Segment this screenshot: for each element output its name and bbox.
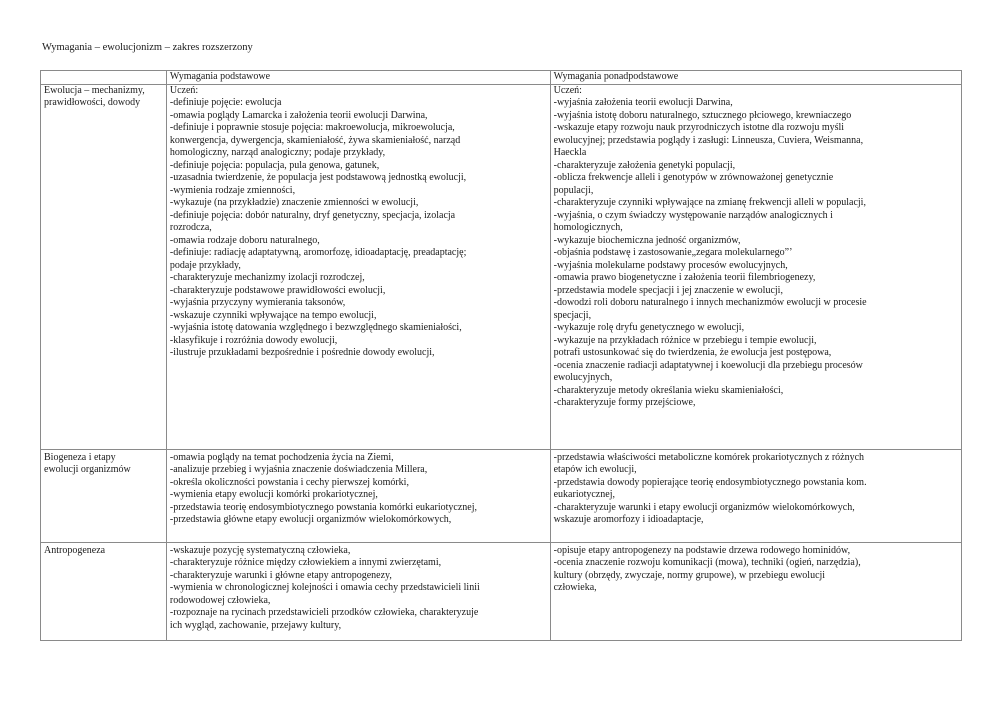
text-line: -charakteryzuje metody określania wieku skamieniałości, xyxy=(553,384,784,396)
header-cell-basic: Wymagania podstawowe xyxy=(166,71,550,85)
text-line: Antropogeneza xyxy=(44,544,106,556)
text-line: -omawia poglądy na temat pochodzenia życia na Ziemi, xyxy=(169,451,394,463)
text-line: -wymienia etapy ewolucji komórki prokariotycznej, xyxy=(169,489,378,500)
text-line: -klasyfikuje i rozróżnia dowody ewolucji, xyxy=(169,334,338,346)
text-line: -przedstawia teorię endosymbiotycznego powstania komórki eukariotycznej, xyxy=(169,501,477,513)
text-line: -charakteryzuje różnice między człowiekiem a innymi zwierzętami, xyxy=(169,557,442,568)
text-line: homologiczny, narząd analogiczny; podaje przykłady, xyxy=(169,147,386,158)
text-line: -definiuje i poprawnie stosuje pojęcia: makroewolucja, mikroewolucja, xyxy=(169,122,455,133)
text-line: wskazuje aromorfozy i idioadaptacje, xyxy=(553,514,704,525)
table-header-row xyxy=(41,71,962,85)
text-line: -wyjaśnia istotę doboru naturalnego, sztucznego płciowego, krewniaczego xyxy=(553,109,852,121)
text-line: kultury (obrzędy, zwyczaje, normy grupowe), w przebiegu ewolucji xyxy=(553,569,826,581)
text-line: Biogeneza i etapy xyxy=(44,451,116,463)
header-cell-topic xyxy=(41,71,167,85)
text-line: -wymienia w chronologicznej kolejności i omawia cechy przedstawicieli linii xyxy=(169,582,480,593)
text-line: -charakteryzuje warunki i etapy ewolucji organizmów wielokomórkowych, xyxy=(553,501,855,513)
basic-requirements-cell xyxy=(166,84,550,449)
text-line: -przedstawia dowody popierające teorię endosymbiotycznego powstania kom. xyxy=(553,476,867,488)
advanced-requirements-cell xyxy=(550,84,961,449)
table-row xyxy=(41,449,962,542)
text-line: -charakteryzuje formy przejściowe, xyxy=(553,397,696,408)
text-line: Haeckla xyxy=(553,147,587,158)
text-line: -wyjaśnia, o czym świadczy występowanie narządów analogicznych i xyxy=(553,209,833,221)
text-line: -wykazuje na przykładach różnice w przebiegu i tempie ewolucji, xyxy=(553,334,817,346)
text-line: -definiuje pojęcie: ewolucja xyxy=(169,97,282,108)
text-line: -omawia poglądy Lamarcka i założenia teorii ewolucji Darwina, xyxy=(169,109,428,121)
text-line: ewolucyjnych, xyxy=(553,372,613,383)
header-cell-advanced: Wymagania ponadpodstawowe xyxy=(550,71,961,85)
text-line: człowieka, xyxy=(553,582,597,593)
text-line: -omawia rodzaje doboru naturalnego, xyxy=(169,234,320,246)
text-line: ich wygląd, zachowanie, przejawy kultury, xyxy=(169,619,342,631)
text-line: -ocenia znaczenie rozwoju komunikacji (mowa), techniki (ogień, narzędzia), xyxy=(553,557,861,568)
text-line: ewolucyjnej; przedstawia poglądy i zasługi: Linneusza, Cuviera, Weismanna, xyxy=(553,134,864,146)
advanced-requirements-cell xyxy=(550,449,961,542)
text-line: -wyjaśnia założenia teorii ewolucji Darwina, xyxy=(553,97,733,108)
text-line: -charakteryzuje podstawowe prawidłowości ewolucji, xyxy=(169,284,386,296)
text-line: potrafi ustosunkować się do twierdzenia, że ewolucja jest postępowa, xyxy=(553,347,832,358)
text-line: -przedstawia właściwości metaboliczne komórek prokariotycznych z różnych xyxy=(553,451,865,463)
text-line: -charakteryzuje warunki i główne etapy antropogenezy, xyxy=(169,569,392,581)
basic-requirements-cell xyxy=(166,449,550,542)
text-line: populacji, xyxy=(553,184,594,196)
text-line: Ewolucja – mechanizmy, xyxy=(44,84,145,96)
advanced-requirements-cell xyxy=(550,542,961,640)
text-line: -definiuje: radiację adaptatywną, aromorfozę, idioadaptację, preadaptację; xyxy=(169,247,467,258)
topic-cell xyxy=(41,84,167,449)
text-line: -ilustruje przukładami bezpośrednie i pośrednie dowody ewolucji, xyxy=(169,347,435,358)
text-line: -wskazuje etapy rozwoju nauk przyrodniczych istotne dla rozwoju myśli xyxy=(553,122,845,133)
text-line: specjacji, xyxy=(553,309,592,321)
text-line: -objaśnia podstawę i zastosowanie„zegara molekularnego”’ xyxy=(553,247,793,258)
text-line: Uczeń: xyxy=(553,84,582,96)
text-line: -wymienia rodzaje zmienności, xyxy=(169,184,296,196)
topic-cell xyxy=(41,449,167,542)
text-line: rodowodowej człowieka, xyxy=(169,594,271,606)
text-line: -charakteryzuje czynniki wpływające na zmianę frekwencji alleli w populacji, xyxy=(553,197,866,208)
text-line: -wykazuje biochemiczna jedność organizmów, xyxy=(553,234,741,246)
text-line: -przedstawia główne etapy ewolucji organizmów wielokomórkowych, xyxy=(169,514,452,525)
text-line: -wykazuje (na przykładzie) znaczenie zmienności w ewolucji, xyxy=(169,197,419,208)
text-line: -opisuje etapy antropogenezy na podstawie drzewa rodowego hominidów, xyxy=(553,544,851,556)
text-line: rozrodcza, xyxy=(169,222,212,233)
text-line: podaje przykłady, xyxy=(169,259,241,271)
text-line: homologicznych, xyxy=(553,222,623,233)
text-line: -uzasadnia twierdzenie, że populacja jest podstawową jednostką ewolucji, xyxy=(169,172,467,183)
text-line: etapów ich ewolucji, xyxy=(553,464,637,475)
table-row xyxy=(41,542,962,640)
text-line: -określa okoliczności powstania i cechy pierwszej komórki, xyxy=(169,476,409,488)
text-line: -charakteryzuje mechanizmy izolacji rozrodczej, xyxy=(169,272,365,283)
text-line: -wykazuje rolę dryfu genetycznego w ewolucji, xyxy=(553,322,745,333)
text-line: -wskazuje pozycję systematyczną człowieka, xyxy=(169,544,351,556)
text-line: -dowodzi roli doboru naturalnego i innych mechanizmów ewolucji w procesie xyxy=(553,297,867,308)
topic-cell xyxy=(41,542,167,640)
text-line: -definiuje pojęcia: dobór naturalny, dryf genetyczny, specjacja, izolacja xyxy=(169,209,456,221)
text-line: -oblicza frekwencje alleli i genotypów w zrównoważonej genetycznie xyxy=(553,172,834,183)
text-line: -analizuje przebieg i wyjaśnia znaczenie doświadczenia Millera, xyxy=(169,464,428,475)
text-line: -wyjaśnia molekularne podstawy procesów ewolucyjnych, xyxy=(553,259,788,271)
document-title: Wymagania – ewolucjonizm – zakres rozszerzony xyxy=(42,42,253,53)
text-line: -przedstawia modele specjacji i jej znaczenie w ewolucji, xyxy=(553,284,783,296)
text-line: -charakteryzuje założenia genetyki populacji, xyxy=(553,159,736,171)
text-line: ewolucji organizmów xyxy=(44,464,131,475)
basic-requirements-cell xyxy=(166,542,550,640)
text-line: -definiuje pojęcia: populacja, pula genowa, gatunek, xyxy=(169,159,380,171)
text-line: eukariotycznej, xyxy=(553,489,615,500)
text-line: -omawia prawo biogenetyczne i założenia teorii filembriogenezy, xyxy=(553,272,816,283)
text-line: -wskazuje czynniki wpływające na tempo ewolucji, xyxy=(169,309,377,321)
text-line: -rozpoznaje na rycinach przedstawicieli przodków człowieka, charakteryzuje xyxy=(169,607,479,618)
text-line: -ocenia znaczenie radiacji adaptatywnej i koewolucji dla przebiegu procesów xyxy=(553,359,863,371)
text-line: prawidłowości, dowody xyxy=(44,97,141,108)
text-line: konwergencja, dywergencja, skamieniałość, żywa skamieniałość, narząd xyxy=(169,134,461,146)
text-line: Uczeń: xyxy=(169,84,199,96)
table-row xyxy=(41,84,962,449)
text-line: -wyjaśnia przyczyny wymierania taksonów, xyxy=(169,297,346,308)
text-line: -wyjaśnia istotę datowania względnego i bezwzględnego skamieniałości, xyxy=(169,322,462,333)
requirements-table xyxy=(40,70,962,641)
